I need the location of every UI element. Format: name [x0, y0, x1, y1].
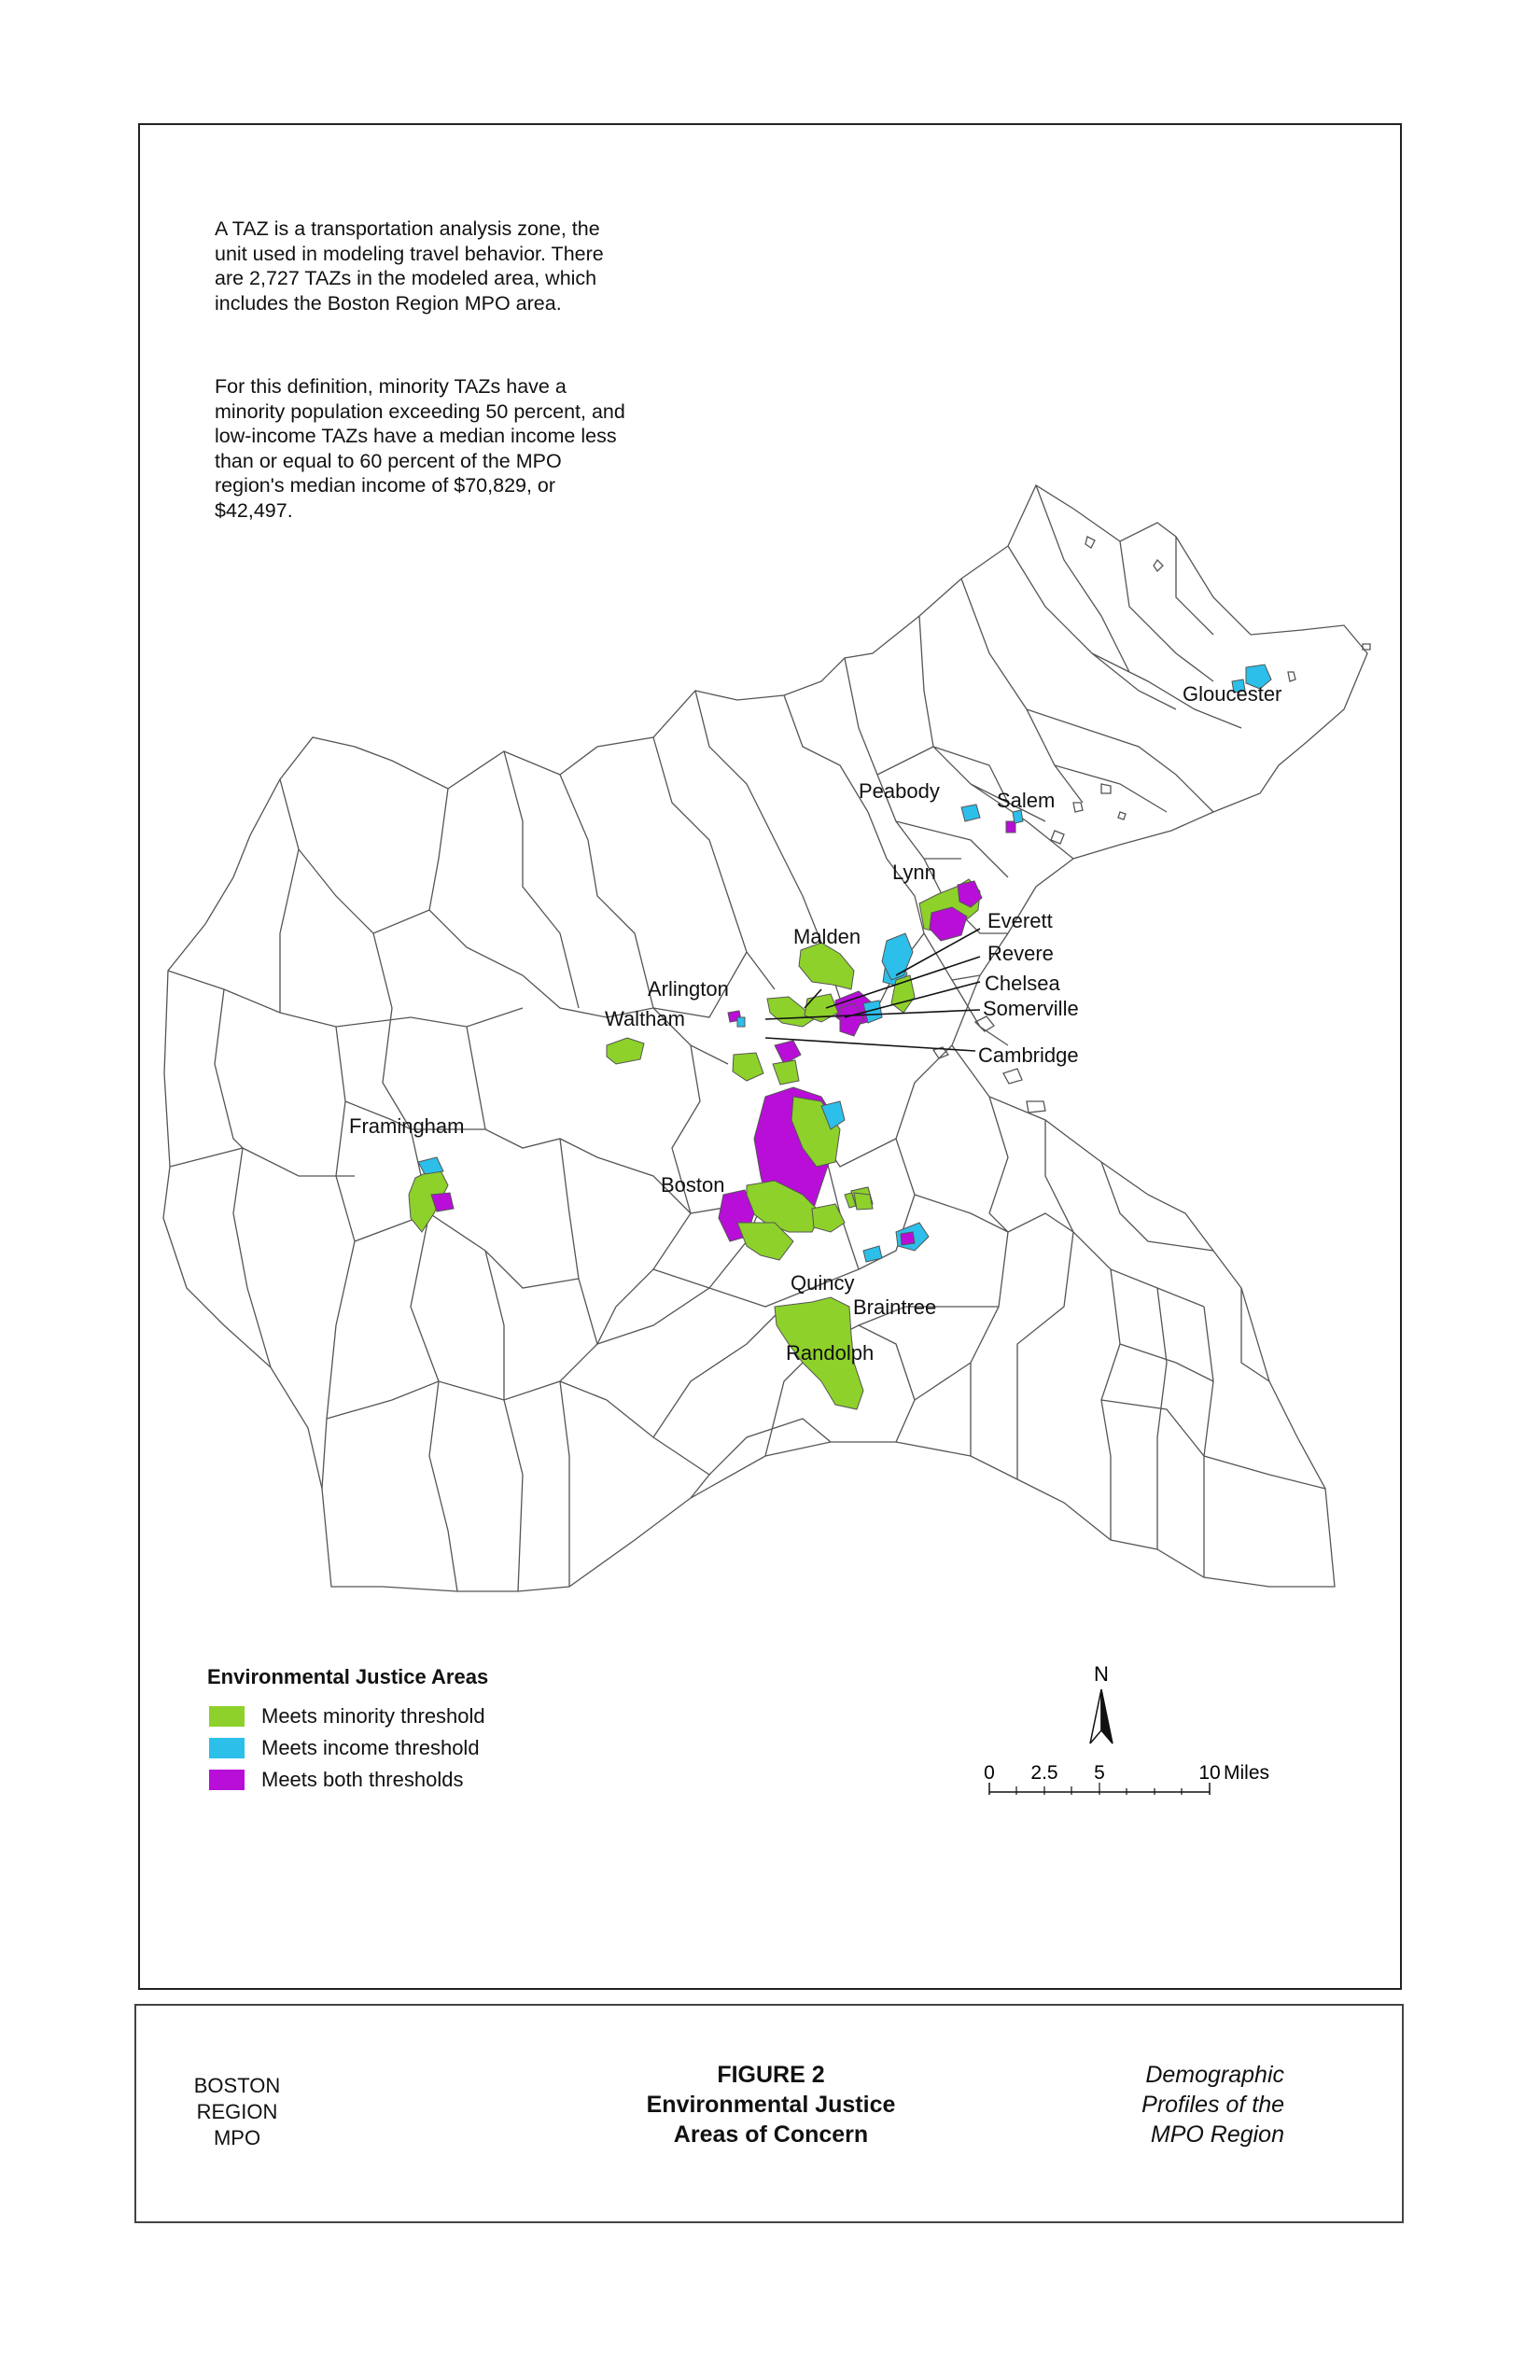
- legend-swatch: [209, 1770, 245, 1790]
- label-randolph: Randolph: [786, 1341, 875, 1365]
- label-braintree: Braintree: [853, 1295, 937, 1319]
- ej-area-income: [737, 1017, 745, 1027]
- intro-paragraph-definition: For this definition, minority TAZs have a minority population exceeding 50 percent, and low-income TAZs have a median income less than or equal to 60 percent of the MPO region's median income of $70,829, or $42,497.: [215, 375, 625, 522]
- north-label: N: [1094, 1662, 1109, 1686]
- legend-title: Environmental Justice Areas: [207, 1665, 489, 1688]
- figure-number: FIGURE 2: [717, 2062, 825, 2088]
- label-waltham: Waltham: [605, 1007, 685, 1030]
- org-line: BOSTON: [193, 2074, 281, 2097]
- ej-area-minority: [854, 1193, 873, 1210]
- scale-units: Miles: [1224, 1762, 1270, 1784]
- org-line: REGION: [196, 2100, 278, 2123]
- label-peabody: Peabody: [859, 779, 940, 803]
- label-quincy: Quincy: [791, 1271, 855, 1295]
- label-malden: Malden: [793, 925, 861, 948]
- label-boston: Boston: [661, 1173, 725, 1197]
- legend-swatch: [209, 1706, 245, 1727]
- legend-item-both: [207, 1764, 488, 1796]
- legend-label: Meets income threshold: [261, 1736, 480, 1759]
- legend-label: Meets minority threshold: [261, 1704, 485, 1728]
- title-block: [134, 2004, 1404, 2223]
- legend-item-minority: [207, 1701, 488, 1732]
- scale-tick-0: 0: [984, 1762, 995, 1784]
- label-salem: Salem: [997, 789, 1056, 812]
- label-cambridge: Cambridge: [978, 1043, 1079, 1067]
- label-revere: Revere: [987, 942, 1054, 965]
- legend-item-income: [207, 1732, 488, 1764]
- ej-area-both: [901, 1232, 915, 1245]
- scale-tick-10: 10: [1198, 1762, 1221, 1784]
- scale-and-north: [971, 1659, 1288, 1818]
- legend: [207, 1665, 488, 1796]
- scale-tick-5: 5: [1094, 1762, 1105, 1784]
- figure-title-line: Areas of Concern: [673, 2121, 869, 2148]
- label-somerville: Somerville: [983, 997, 1079, 1020]
- scale-bar: [984, 1762, 1269, 1795]
- ej-area-income: [1013, 810, 1023, 823]
- doc-title-line: Profiles of the: [1141, 2092, 1284, 2118]
- figure-title-line: Environmental Justice: [646, 2092, 896, 2118]
- doc-title-line: MPO Region: [1150, 2121, 1284, 2148]
- document-title: [1079, 2060, 1284, 2149]
- organization-name: [181, 2073, 293, 2151]
- label-arlington: Arlington: [648, 977, 729, 1001]
- label-gloucester: Gloucester: [1183, 682, 1282, 706]
- doc-title-line: Demographic: [1145, 2062, 1284, 2088]
- label-framingham: Framingham: [349, 1114, 465, 1138]
- org-line: MPO: [213, 2126, 261, 2149]
- legend-label: Meets both thresholds: [261, 1768, 464, 1791]
- north-arrow-icon: [1090, 1689, 1113, 1743]
- intro-paragraph-taz: A TAZ is a transportation analysis zone, the unit used in modeling travel behavior. There are 2,727 TAZs in the modeled area, which includes the Boston Region MPO area.: [215, 217, 604, 315]
- label-chelsea: Chelsea: [985, 972, 1060, 995]
- figure-title: [584, 2060, 958, 2149]
- label-everett: Everett: [987, 909, 1053, 932]
- legend-swatch: [209, 1738, 245, 1758]
- scale-tick-2-5: 2.5: [1030, 1762, 1058, 1784]
- label-lynn: Lynn: [892, 861, 936, 884]
